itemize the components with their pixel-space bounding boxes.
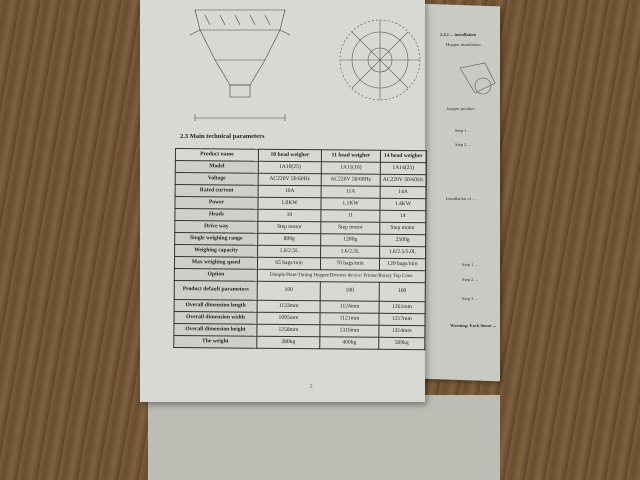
page-number: 5 — [310, 385, 313, 390]
right-page-warning: Warning: Each linear ... — [450, 323, 497, 328]
table-cell: 10A — [258, 185, 321, 198]
table-cell: Step motor — [380, 222, 426, 234]
table-cell: 11A — [321, 186, 380, 199]
right-page-step: Step 1 ... — [462, 262, 478, 267]
table-cell: AC220V 50/60Hz — [321, 174, 380, 187]
table-header-cell: 11 head weigher — [321, 150, 380, 163]
table-cell: 1261mm — [379, 301, 425, 313]
table-cell: 100 — [379, 282, 425, 301]
row-label: Single weighing range — [175, 233, 258, 246]
table-cell: 1.6/2.5L — [321, 246, 380, 259]
row-label: Overall dimension width — [174, 311, 257, 324]
table-cell: 1A10(25) — [258, 161, 321, 174]
table-cell: 70 bags/min — [320, 258, 379, 271]
table-cell: 1133mm — [257, 300, 320, 313]
table-cell: Step motor — [321, 222, 380, 235]
right-page-label: hopper product — [447, 106, 475, 111]
table-cell: 2500g — [380, 234, 426, 246]
right-page-step: Step 2 ... — [455, 142, 471, 147]
table-cell: AC220V 50/60Hz — [380, 174, 426, 186]
underlying-page — [148, 395, 500, 480]
option-cell: Dimple Plate/Timing Hopper/Diverter device/ Printer/Rotary Top Cone — [257, 269, 425, 282]
table-cell: 1124mm — [320, 301, 379, 314]
table-cell: 1314mm — [379, 325, 425, 337]
weigher-top-view-drawing — [335, 5, 425, 115]
right-page-step: Step 2 ... — [462, 277, 478, 282]
row-label: Model — [175, 161, 258, 174]
technical-parameters-table — [173, 148, 427, 350]
table-cell: AC220V 50/60Hz — [258, 173, 321, 186]
table-cell: 1217mm — [379, 313, 425, 325]
table-cell: 11 — [321, 210, 380, 223]
table-cell: 100 — [257, 281, 320, 301]
table-cell: Step motor — [258, 221, 321, 234]
table-cell: 380kg — [257, 336, 320, 349]
right-page-step: Step 3 ... — [462, 296, 478, 301]
row-label: Power — [175, 197, 258, 210]
table-row — [174, 335, 425, 349]
row-label: Heads — [175, 209, 258, 222]
row-label: Max weighing speed — [174, 257, 257, 270]
table-cell: 400kg — [320, 337, 379, 350]
table-cell: 100 — [320, 282, 379, 302]
weigher-side-drawing — [185, 0, 295, 122]
row-label: Product default parameters — [174, 280, 257, 300]
row-label: Weighing capacity — [175, 245, 258, 258]
table-cell: 1.4KW — [380, 198, 426, 210]
row-label: Drive way — [175, 221, 258, 234]
table-cell: 1A11(16) — [321, 162, 380, 175]
table-cell: 1.0KW — [258, 197, 321, 210]
table-cell: 65 bags/min — [257, 257, 320, 270]
row-label: Voltage — [175, 173, 258, 186]
table-cell: 800g — [258, 233, 321, 246]
table-cell: 1095mm — [257, 312, 320, 325]
table-cell: 14A — [380, 186, 426, 198]
row-label: Option — [174, 268, 257, 281]
table-row — [174, 280, 425, 301]
table-cell: 1.6/2.5/5.0L — [380, 246, 426, 258]
right-page-bullet: Hopper installation — [446, 42, 481, 47]
table-header-cell: 14 head weigher — [380, 150, 426, 162]
table-cell: 1258mm — [257, 324, 320, 337]
right-page-step: Step 1 ... — [455, 128, 471, 133]
table-cell: 1200g — [321, 234, 380, 247]
row-label: Rated current — [175, 185, 258, 198]
right-page-bullet: Installation of ... — [446, 196, 476, 201]
hopper-sketch — [455, 58, 500, 103]
section-title: 2.3 Main technical parameters — [180, 133, 265, 140]
table-cell: 120 bags/min — [379, 258, 425, 270]
row-label: The weight — [174, 335, 257, 348]
table-cell: 1121mm — [320, 313, 379, 326]
table-cell: 1316mm — [320, 325, 379, 338]
table-cell: 509kg — [379, 337, 425, 349]
table-cell: 14 — [380, 210, 426, 222]
table-cell: 1.1KW — [321, 198, 380, 211]
row-label: Overall dimension length — [174, 299, 257, 312]
table-cell: 10 — [258, 209, 321, 222]
row-label: Overall dimension height — [174, 323, 257, 336]
table-cell: 1A14(25) — [380, 162, 426, 174]
right-page-heading: 2.4.1 ... installation — [440, 32, 477, 37]
table-cell: 1.6/2.5L — [258, 245, 321, 258]
table-header-cell: Product name — [175, 149, 258, 162]
table-header-cell: 10 head weigher — [258, 149, 321, 162]
